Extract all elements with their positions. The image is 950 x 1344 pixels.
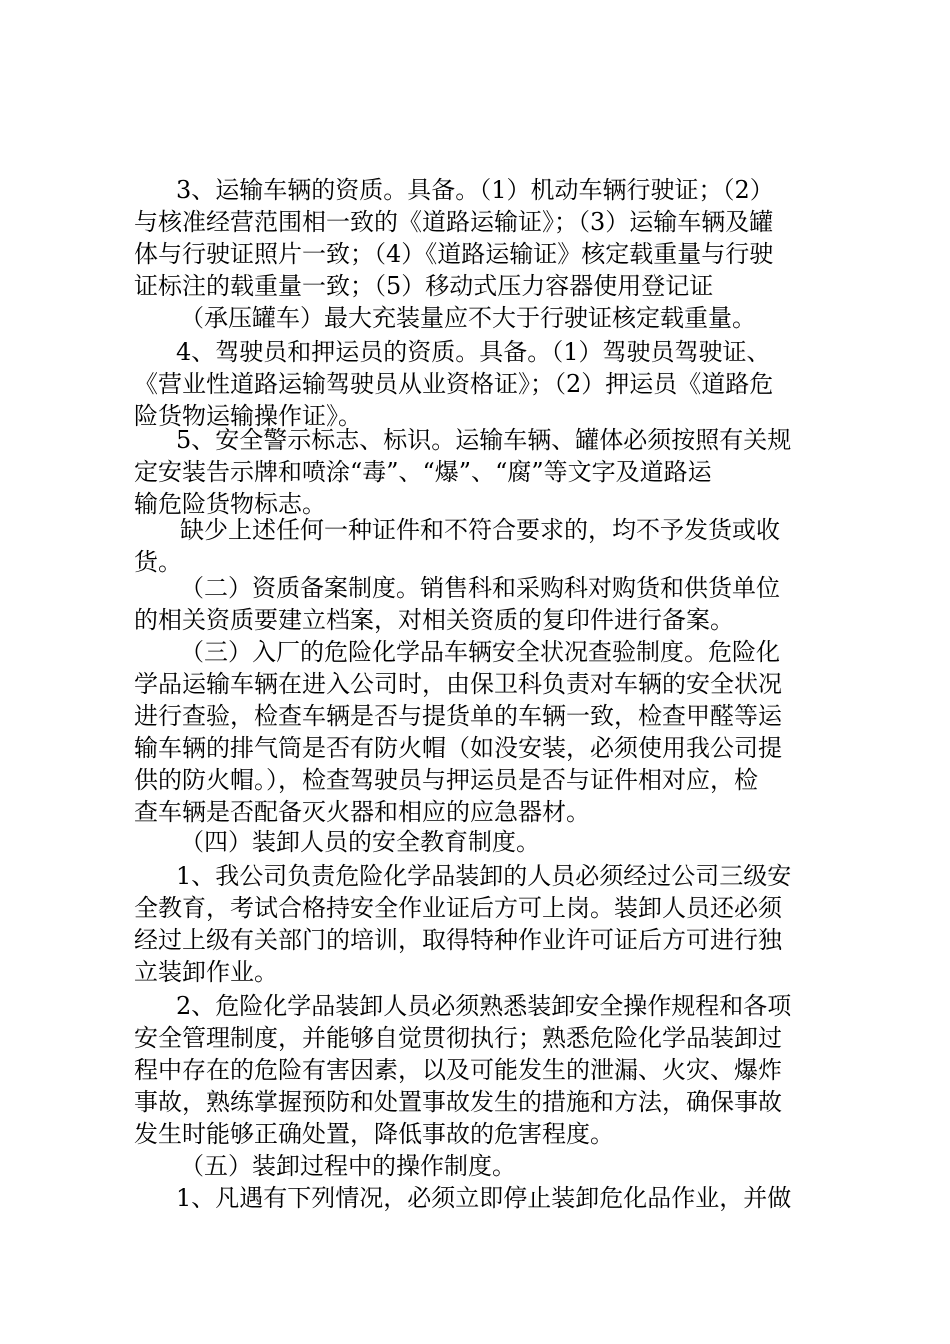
text-line: 证标注的载重量一致；（5）移动式压力容器使用登记证 (134, 272, 714, 300)
text-line: 2、危险化学品装卸人员必须熟悉装卸安全操作规程和各项 (176, 992, 792, 1020)
text-line: 的相关资质要建立档案，对相关资质的复印件进行备案。 (134, 606, 734, 634)
text-line: 全教育，考试合格持安全作业证后方可上岗。装卸人员还必须 (134, 894, 782, 922)
text-line: （承压罐车）最大充装量应不大于行驶证核定载重量。 (180, 304, 756, 332)
text-line: 查车辆是否配备灭火器和相应的应急器材。 (134, 798, 590, 826)
text-line: 程中存在的危险有害因素，以及可能发生的泄漏、火灾、爆炸 (134, 1056, 782, 1084)
text-line: 缺少上述任何一种证件和不符合要求的，均不予发货或收 (180, 516, 780, 544)
text-line: 5、安全警示标志、标识。运输车辆、罐体必须按照有关规 (176, 426, 792, 454)
text-line: （四）装卸人员的安全教育制度。 (180, 828, 540, 856)
text-line: 输危险货物标志。 (134, 490, 326, 518)
text-line: 事故，熟练掌握预防和处置事故发生的措施和方法，确保事故 (134, 1088, 782, 1116)
text-line: 立装卸作业。 (134, 958, 278, 986)
text-line: 《营业性道路运输驾驶员从业资格证》；（2）押运员《道路危 (134, 370, 774, 398)
text-line: 货。 (134, 548, 182, 576)
text-line: 3、运输车辆的资质。具备。（1）机动车辆行驶证；（2） (176, 176, 774, 204)
text-line: 进行查验，检查车辆是否与提货单的车辆一致，检查甲醛等运 (134, 702, 782, 730)
text-line: 1、我公司负责危险化学品装卸的人员必须经过公司三级安 (176, 862, 792, 890)
text-line: 体与行驶证照片一致；（4）《道路运输证》核定载重量与行驶 (134, 240, 774, 268)
text-line: 发生时能够正确处置，降低事故的危害程度。 (134, 1120, 614, 1148)
text-line: （二）资质备案制度。销售科和采购科对购货和供货单位 (180, 574, 780, 602)
text-line: 经过上级有关部门的培训，取得特种作业许可证后方可进行独 (134, 926, 782, 954)
text-line: （三）入厂的危险化学品车辆安全状况查验制度。危险化 (180, 638, 780, 666)
text-line: 1、凡遇有下列情况，必须立即停止装卸危化品作业，并做 (176, 1184, 792, 1212)
text-line: 与核准经营范围相一致的《道路运输证》；（3）运输车辆及罐 (134, 208, 774, 236)
text-line: （五）装卸过程中的操作制度。 (180, 1152, 516, 1180)
text-line: 险货物运输操作证》。 (134, 402, 362, 430)
text-line: 安全管理制度，并能够自觉贯彻执行；熟悉危险化学品装卸过 (134, 1024, 782, 1052)
text-line: 4、驾驶员和押运员的资质。具备。（1）驾驶员驾驶证、 (176, 338, 771, 366)
text-line: 输车辆的排气筒是否有防火帽（如没安装，必须使用我公司提 (134, 734, 782, 762)
text-line: 学品运输车辆在进入公司时，由保卫科负责对车辆的安全状况 (134, 670, 782, 698)
text-line: 供的防火帽。），检查驾驶员与押运员是否与证件相对应，检 (134, 766, 758, 794)
text-line: 定安装告示牌和喷涂“毒”、“爆”、“腐”等文字及道路运 (134, 458, 712, 486)
